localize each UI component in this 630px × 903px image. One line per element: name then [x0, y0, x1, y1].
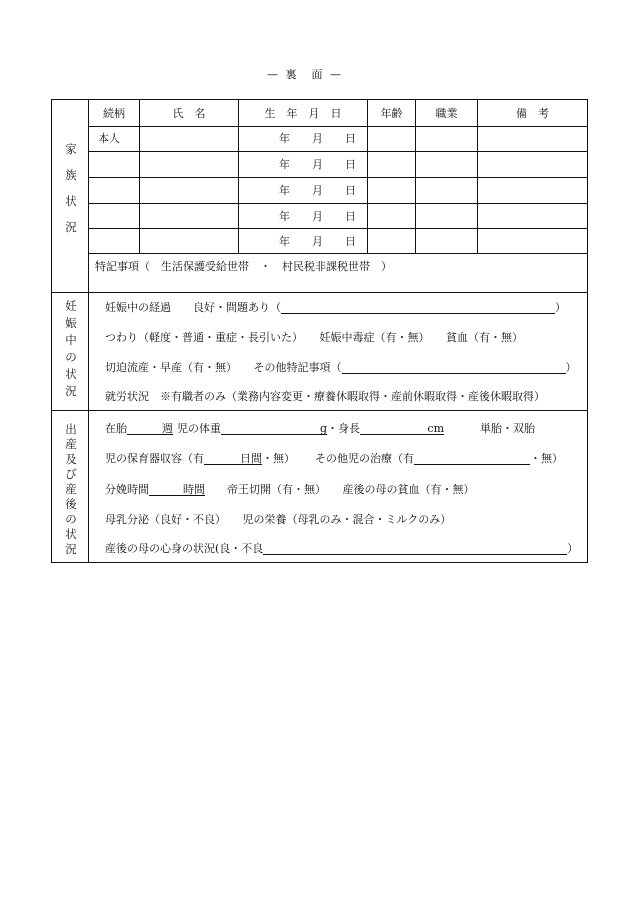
family-table-col: [415, 100, 416, 253]
row-birthdate: 年 月 日: [279, 210, 356, 223]
header-job: 職業: [435, 107, 458, 120]
employment-status: 就労状況 ※有職者のみ（業務内容変更・療養休暇取得・産前休暇取得・産後休暇取得）: [105, 390, 545, 403]
other-treatment-field[interactable]: [414, 452, 530, 465]
other-treatment-label: その他児の治療（有: [315, 452, 414, 465]
pregnancy-other-notes: [105, 361, 577, 374]
divider-family-pregnancy: [52, 292, 587, 293]
row-birthdate: 年 月 日: [279, 158, 356, 171]
form-frame: [51, 99, 588, 563]
birth-line-3: [105, 483, 475, 496]
incubator-days-field[interactable]: [204, 452, 262, 465]
mother-condition-field[interactable]: [263, 542, 567, 555]
birth-status-label: 出産及び産後の状況: [65, 422, 77, 556]
header-name: 氏 名: [172, 107, 206, 120]
label-column-divider: [88, 100, 89, 562]
row-birthdate: 年 月 日: [279, 132, 356, 145]
header-relation: 続柄: [103, 107, 125, 120]
family-table-col: [477, 100, 478, 253]
incubator-none: ・無）: [262, 452, 295, 465]
cm-unit: cm: [427, 422, 444, 435]
page-title: — 裏 面 —: [267, 68, 343, 81]
birth-line-5: [105, 542, 578, 555]
baby-height-label: ・身長: [327, 422, 360, 435]
row-birthdate: 年 月 日: [279, 184, 356, 197]
family-table-line: [88, 151, 587, 152]
pregnancy-status-label: 妊娠中の状況: [65, 299, 77, 398]
baby-weight-label: 児の体重: [177, 422, 221, 435]
pregnancy-morning-sickness: つわり（軽度・普通・重症・長引いた） 妊娠中毒症（有・無） 貧血（有・無）: [105, 331, 523, 344]
header-birthdate: 生 年 月 日: [264, 107, 342, 120]
baby-weight-field[interactable]: [221, 422, 327, 435]
breastfeeding-nutrition: 母乳分泌（良好・不良） 児の栄養（母乳のみ・混合・ミルクのみ）: [105, 513, 452, 526]
pregnancy-other-field[interactable]: [342, 361, 566, 374]
weeks-unit: 週: [162, 422, 173, 435]
header-remarks: 備 考: [516, 107, 549, 120]
pregnancy-course: [105, 301, 566, 314]
special-notes: 特記事項（ 生活保護受給世帯 ・ 村民税非課税世帯 ）: [95, 260, 392, 273]
family-table-line: [88, 203, 587, 204]
gestation-label: 在胎: [105, 422, 127, 435]
birth-line-1: [105, 422, 535, 435]
pregnancy-course-label: 妊娠中の経過 良好・問題あり（: [105, 301, 281, 314]
family-table-col: [238, 100, 239, 253]
divider-pregnancy-birth: [52, 410, 587, 411]
family-table-line: [88, 228, 587, 229]
cesarean-anemia: 帝王切開（有・無） 産後の母の貧血（有・無）: [227, 483, 475, 496]
close-paren: ）: [555, 301, 566, 314]
other-treatment-none: ・無）: [530, 452, 563, 465]
family-table-line: [88, 253, 587, 254]
hours-unit: 時間: [183, 483, 205, 496]
family-table-col: [367, 100, 368, 253]
header-age: 年齢: [380, 107, 403, 120]
birth-line-2: [105, 452, 563, 465]
incubator-label: 児の保育器収容（有: [105, 452, 204, 465]
pregnancy-other-label: 切迫流産・早産（有・無） その他特記事項（: [105, 361, 342, 374]
pregnancy-course-field[interactable]: [281, 301, 555, 314]
gestation-weeks-field[interactable]: [127, 422, 173, 435]
mother-condition-label: 産後の母の心身の状況(良・不良: [105, 542, 264, 555]
family-table-line: [88, 177, 587, 178]
family-status-label: 家族状況: [65, 142, 77, 234]
single-twin-option: 単胎・双胎: [480, 422, 535, 435]
close-paren: ）: [565, 361, 577, 374]
row-birthdate: 年 月 日: [279, 235, 356, 248]
family-table-line: [88, 126, 587, 127]
family-table-col: [139, 100, 140, 253]
delivery-time-label: 分娩時間: [105, 483, 149, 496]
grams-unit: g: [319, 422, 327, 435]
days-unit: 日間: [240, 452, 262, 465]
row-relation: 本人: [98, 132, 120, 145]
delivery-hours-field[interactable]: [149, 483, 205, 496]
close-paren: ）: [567, 542, 579, 555]
baby-height-field[interactable]: [360, 422, 444, 435]
